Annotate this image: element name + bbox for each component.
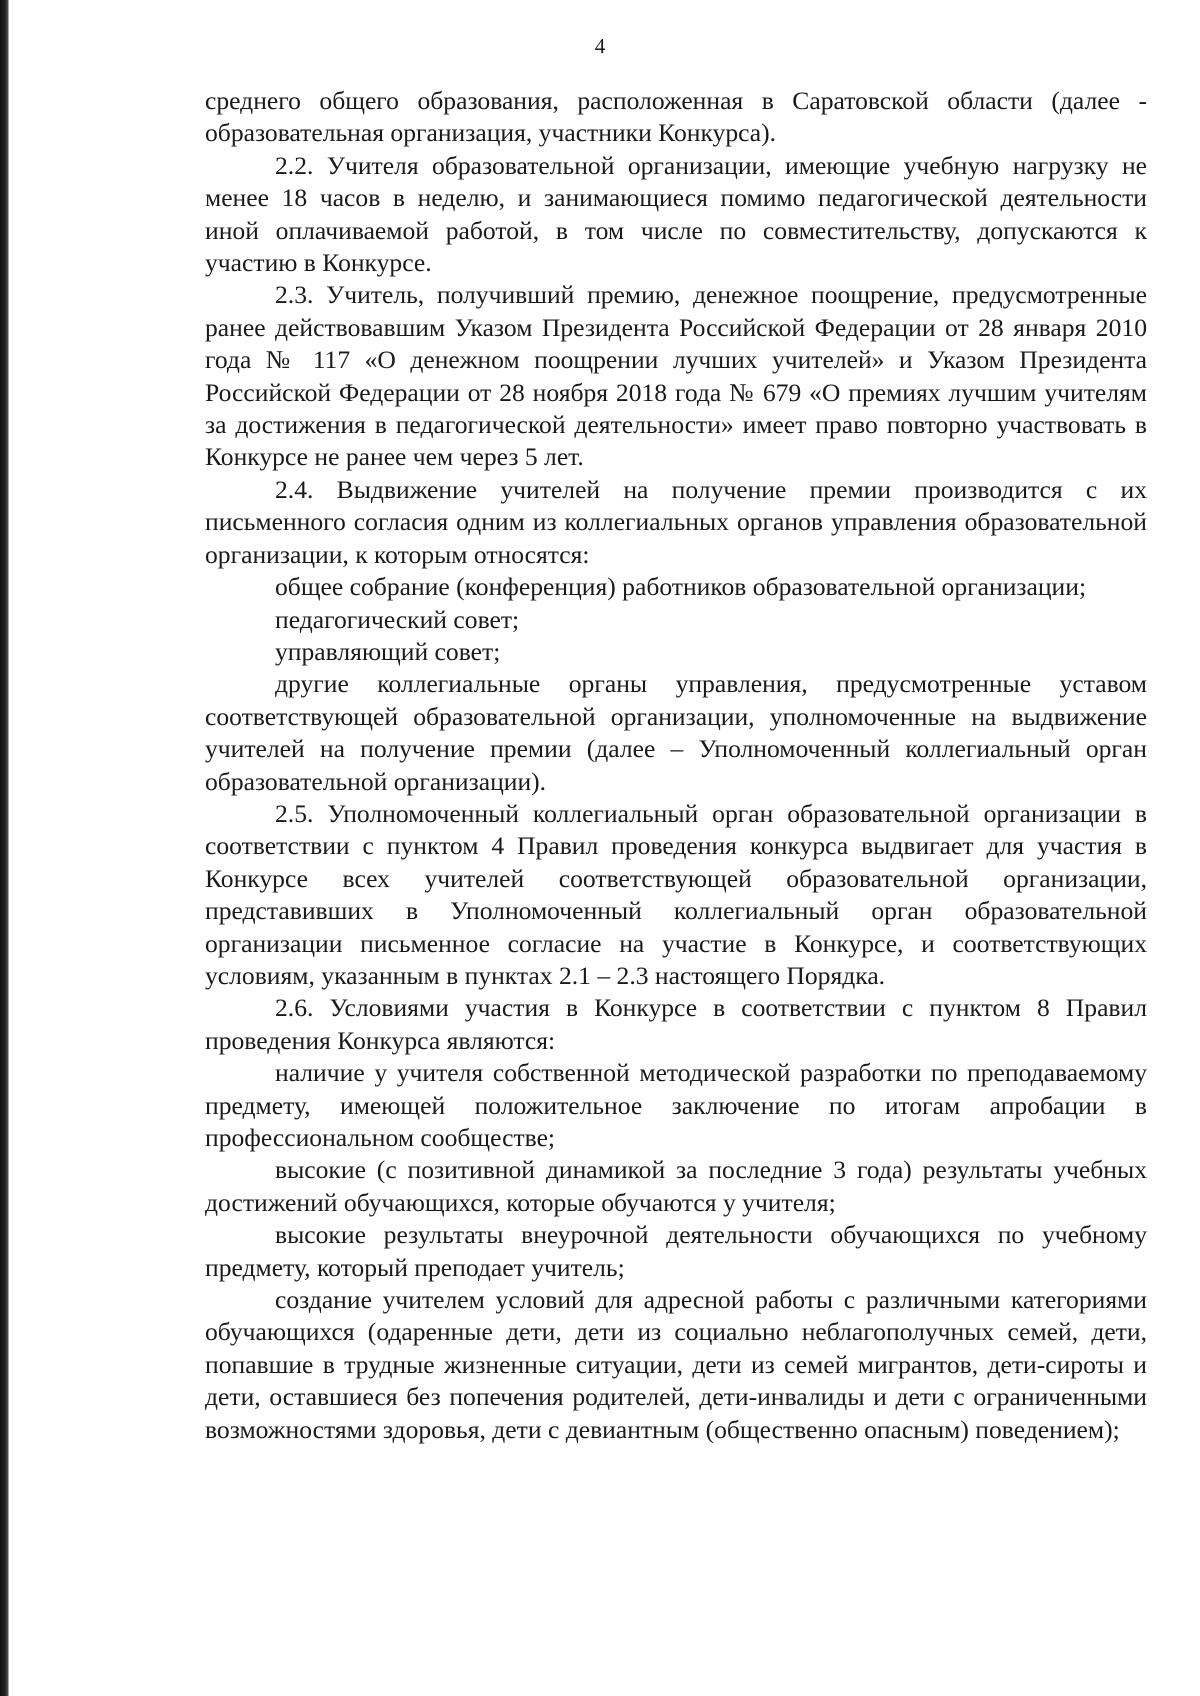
condition-extracurricular-results: высокие результаты внеурочной деятельности обучающихся по учебному предмету, который преподает учитель; [205,1220,1147,1282]
condition-methodical-development: наличие у учителя собственной методической разработки по преподаваемому предмету, имеющей положительное заключение по итогам апробации в профессиональном сообществе; [205,1058,1147,1152]
paragraph-2-4: 2.4. Выдвижение учителей на получение премии производится с их письменного согласия одним из коллегиальных органов управления образовательной организации, к которым относятся: [205,474,1147,569]
list-item-governing-council: управляющий совет; [275,636,501,666]
paragraph-continuation: среднего общего образования, расположенная в Саратовской области (далее - образовательная организация, участники Конкурса). [205,86,1147,148]
paragraph-2-3: 2.3. Учитель, получивший премию, денежное поощрение, предусмотренные ранее действовавшим Указом Президента Российской Федерации от 28 января 2010 года № 117 «О денежном поощрении лучших учителей» и Указом Президента Российской Федерации от 28 ноября 2018 года № 679 «О премиях лучшим учителям за достижения в педагогической деятельности» имеет право повторно участвовать в Конкурсе не ранее чем через 5 лет. [205,280,1147,472]
page-number: 4 [594,34,606,58]
document-body [205,85,1147,1446]
scan-edge-shadow [0,0,9,1696]
condition-targeted-work: создание учителем условий для адресной работы с различными категориями обучающихся (одаренные дети, дети из социально неблагополучных семей, дети, попавшие в трудные жизненные ситуации, дети из семей мигрантов, дети-сироты и дети, оставшиеся без попечения родителей, дети-инвалиды и дети с ограниченными возможностями здоровья, дети с девиантным (общественно опасным) поведением); [205,1285,1147,1444]
list-item-general-meeting: общее собрание (конференция) работников образовательной организации; [275,572,1087,602]
paragraph-2-6: 2.6. Условиями участия в Конкурсе в соответствии с пунктом 8 Правил проведения Конкурса являются: [205,993,1147,1055]
paragraph-2-5: 2.5. Уполномоченный коллегиальный орган образовательной организации в соответствии с пунктом 4 Правил проведения конкурса выдвигает для участия в Конкурсе всех учителей соответствующей образовательной организации, представивших в Уполномоченный коллегиальный орган образовательной организации письменное согласие на участие в Конкурсе, и соответствующих условиям, указанным в пунктах 2.1 – 2.3 настоящего Порядка. [205,798,1147,990]
condition-academic-results: высокие (с позитивной динамикой за последние 3 года) результаты учебных достижений обучающихся, которые обучаются у учителя; [205,1155,1147,1217]
list-item-pedagogical-council: педагогический совет; [275,604,520,634]
paragraph-2-2: 2.2. Учителя образовательной организации, имеющие учебную нагрузку не менее 18 часов в неделю, и занимающиеся помимо педагогической деятельности иной оплачиваемой работой, в том числе по совместительству, допускаются к участию в Конкурсе. [205,150,1147,278]
list-item-other-bodies: другие коллегиальные органы управления, предусмотренные уставом соответствующей образовательной организации, уполномоченные на выдвижение учителей на получение премии (далее – Уполномоченный коллегиальный орган образовательной организации). [205,669,1147,796]
